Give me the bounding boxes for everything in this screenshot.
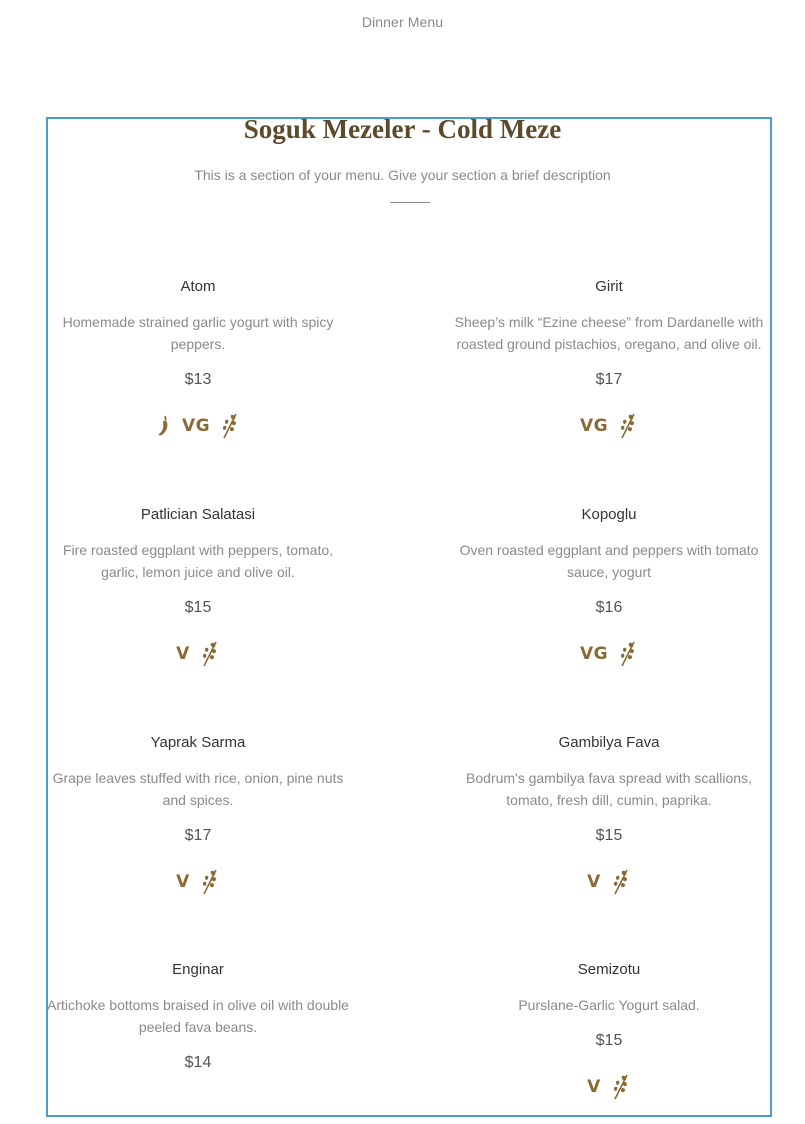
- item-name: Patlician Salatasi: [140, 506, 256, 523]
- item-diet-icons: [454, 411, 764, 441]
- item-diet-icons: [43, 639, 353, 669]
- gluten-free-icon: [220, 411, 240, 441]
- menu-item: [43, 505, 353, 669]
- item-price: $14: [184, 1054, 212, 1071]
- gluten-free-icon: [611, 867, 631, 897]
- vegetarian-badge: V: [176, 644, 190, 664]
- item-name: Enginar: [172, 961, 224, 978]
- nav-dinner-menu[interactable]: Dinner Menu: [361, 14, 444, 30]
- item-name: Atom: [180, 278, 216, 295]
- item-price: $15: [184, 599, 212, 616]
- item-description: Fire roasted eggplant with peppers, tomato, garlic, lemon juice and olive oil.: [62, 542, 334, 580]
- item-price: $17: [595, 371, 623, 388]
- vegetarian-badge: V: [176, 872, 190, 892]
- item-description: Purslane-Garlic Yogurt salad.: [518, 997, 700, 1013]
- item-description: Bodrum's gambilya fava spread with scallions, tomato, fresh dill, cumin, paprika.: [466, 770, 752, 808]
- gluten-free-icon: [200, 639, 220, 669]
- item-description: Artichoke bottoms braised in olive oil with double peeled fava beans.: [47, 997, 349, 1035]
- item-diet-icons: [43, 867, 353, 897]
- item-name: Semizotu: [577, 961, 641, 978]
- vegan-badge: VG: [579, 416, 609, 436]
- vegetarian-badge: V: [587, 1077, 601, 1097]
- menu-item: [454, 277, 764, 441]
- item-description: Grape leaves stuffed with rice, onion, pine nuts and spices.: [52, 770, 344, 808]
- item-price: $16: [595, 599, 623, 616]
- vegetarian-badge: V: [587, 872, 601, 892]
- spicy-pepper-icon: [156, 413, 172, 439]
- menu-item: [454, 505, 764, 669]
- menu-item: [43, 960, 353, 1124]
- item-description: Sheep’s milk “Ezine cheese” from Dardanelle with roasted ground pistachios, oregano, and olive oil.: [454, 314, 764, 352]
- section-description: This is a section of your menu. Give your section a brief description: [194, 167, 611, 183]
- gluten-free-icon: [200, 867, 220, 897]
- gluten-free-icon: [618, 639, 638, 669]
- vegan-badge: VG: [579, 644, 609, 664]
- section-title: Soguk Mezeler - Cold Meze: [243, 114, 562, 144]
- item-diet-icons: [43, 411, 353, 441]
- item-price: $15: [595, 827, 623, 844]
- item-name: Yaprak Sarma: [150, 734, 246, 751]
- menu-item: [454, 733, 764, 897]
- item-name: Girit: [595, 278, 623, 295]
- item-name: Gambilya Fava: [558, 734, 660, 751]
- item-diet-icons: [454, 639, 764, 669]
- menu-item: [43, 733, 353, 897]
- item-description: Oven roasted eggplant and peppers with tomato sauce, yogurt: [459, 542, 759, 580]
- section-divider: [390, 202, 430, 203]
- item-description: Homemade strained garlic yogurt with spicy peppers.: [62, 314, 334, 352]
- vegan-badge: VG: [181, 416, 211, 436]
- item-name: Kopoglu: [581, 506, 637, 523]
- item-price: $17: [184, 827, 212, 844]
- item-diet-icons: [454, 1072, 764, 1102]
- menu-item: [43, 277, 353, 441]
- item-diet-icons: [43, 1094, 353, 1124]
- menu-item: [454, 960, 764, 1102]
- gluten-free-icon: [618, 411, 638, 441]
- item-price: $15: [595, 1032, 623, 1049]
- item-price: $13: [184, 371, 212, 388]
- item-diet-icons: [454, 867, 764, 897]
- gluten-free-icon: [611, 1072, 631, 1102]
